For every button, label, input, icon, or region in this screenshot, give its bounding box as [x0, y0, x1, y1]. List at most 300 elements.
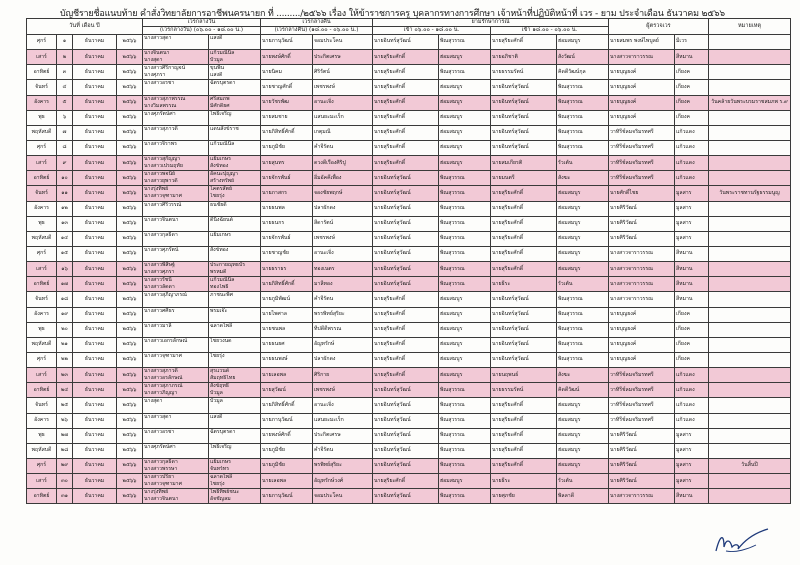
day-duty-firstname-line-2: นางสาวจินตนา: [144, 496, 179, 503]
duty-roster-table: [26, 18, 791, 504]
table-row: [27, 216, 791, 231]
row-date: ๒๗: [57, 428, 73, 443]
day-duty-firstname-line-2: [144, 360, 207, 367]
row-year: ๒๕๖๖: [117, 95, 143, 110]
inspector-name: วาทิรีช์ลมจริมรทศรี: [609, 171, 675, 186]
day-duty-lastname: [209, 277, 261, 292]
row-note: [709, 489, 791, 504]
night-duty-lastname: ทีปดีดีพรรณ: [313, 322, 373, 337]
day-duty-lastname-line-1: โคตรสัตย์: [210, 186, 232, 193]
day-duty-lastname-line-2: [210, 148, 259, 155]
row-note: [709, 352, 791, 367]
guard-night-firstname: นายสุริยะศักดิ์: [491, 216, 557, 231]
table-row: [27, 307, 791, 322]
row-date: ๒๙: [57, 458, 73, 473]
row-month: ธันวาคม: [73, 65, 117, 80]
day-duty-firstname: [143, 156, 209, 171]
day-duty-lastname-line-2: [210, 239, 259, 246]
row-note: [709, 80, 791, 95]
guard-day-lastname: ฮ่อมสมบูร: [439, 50, 491, 65]
row-date: ๒: [57, 50, 73, 65]
day-duty-lastname-line-2: [210, 405, 259, 412]
night-duty-lastname: คำจีรัตน: [313, 140, 373, 155]
table-row: [27, 398, 791, 413]
guard-day-firstname: นายอินทร์สุวัฒน์: [373, 186, 439, 201]
guard-night-lastname: สังวัฒน์: [557, 50, 609, 65]
day-duty-firstname-line-1: นางสาวปรียา: [144, 474, 175, 481]
table-row: [27, 110, 791, 125]
inspector-lastname: มูลสาร: [675, 428, 709, 443]
day-duty-firstname-line-2: นางสาวเปรมฤทัย: [144, 163, 183, 170]
table-row: [27, 201, 791, 216]
inspector-name: นางสาวจาราวรรณ: [609, 246, 675, 261]
night-duty-firstname: นายพงษ์ศักดิ์: [261, 50, 313, 65]
row-note: [709, 216, 791, 231]
day-duty-firstname-line-2: [144, 345, 207, 352]
day-duty-lastname: [209, 489, 261, 504]
day-duty-lastname-line-2: สัมฤทธิ์ไทย: [210, 375, 236, 382]
day-duty-firstname: [143, 216, 209, 231]
guard-night-firstname: นายธีระ: [491, 474, 557, 489]
row-day: อาทิตย์: [27, 277, 57, 292]
row-day: อาทิตย์: [27, 489, 57, 504]
night-duty-lastname: คำจีรัตน: [313, 443, 373, 458]
inspector-name: นายศิริวัฒน์: [609, 231, 675, 246]
table-row: [27, 80, 791, 95]
day-duty-firstname-line-1: นางสาวพจนีย์: [144, 171, 176, 178]
row-date: ๙: [57, 156, 73, 171]
row-year: ๒๕๖๖: [117, 171, 143, 186]
guard-day-firstname: นายสุริยะศักดิ์: [373, 474, 439, 489]
night-duty-lastname: อานะเจิ่ง: [313, 398, 373, 413]
row-year: ๒๕๖๖: [117, 65, 143, 80]
row-day: เสาร์: [27, 262, 57, 277]
row-month: ธันวาคม: [73, 125, 117, 140]
night-duty-firstname: นายภิสิทธิ์ศักดิ์: [261, 125, 313, 140]
guard-day-lastname: ฮ่อมสมบูร: [439, 95, 491, 110]
inspector-name: วาทิรีช์ลมจริมรทศรี: [609, 398, 675, 413]
guard-day-firstname: นายอินทร์สุวัฒน์: [373, 383, 439, 398]
day-duty-firstname-line-1: นางสาวสุภิญาภรณ์: [144, 292, 187, 299]
night-duty-firstname: นายธนกร: [261, 216, 313, 231]
day-duty-lastname: [209, 171, 261, 186]
day-duty-firstname: [143, 383, 209, 398]
day-duty-firstname-line-1: นางสาวอรชา: [144, 428, 175, 435]
day-duty-lastname-line-1: แก้วมณีนิล: [210, 50, 235, 57]
night-duty-firstname: นายภิสิทธิ์ศักดิ์: [261, 398, 313, 413]
day-duty-lastname-line-2: [210, 360, 259, 367]
day-duty-lastname: [209, 458, 261, 473]
night-duty-firstname: นายธนยศ: [261, 337, 313, 352]
inspector-name: นางสาวจาราวรรณ: [609, 292, 675, 307]
row-day: อาทิตย์: [27, 383, 57, 398]
row-year: ๒๕๖๖: [117, 277, 143, 292]
guard-night-lastname: ฮ่อมสมบูร: [557, 201, 609, 216]
row-month: ธันวาคม: [73, 428, 117, 443]
guard-day-lastname: พิณสุวรรณ: [439, 201, 491, 216]
row-date: ๔: [57, 80, 73, 95]
day-duty-lastname-line-1: ประกายญุทธบัร: [210, 262, 246, 269]
night-duty-lastname: อัญทรักษ์วงศ์: [313, 474, 373, 489]
inspector-name: นายศิริวัฒน์: [609, 458, 675, 473]
guard-night-lastname: ฮ่อมสมบูร: [557, 186, 609, 201]
day-duty-lastname: [209, 413, 261, 428]
day-duty-firstname: [143, 337, 209, 352]
night-duty-firstname: นายนิคม: [261, 65, 313, 80]
day-duty-lastname-line-1: ดีนิ่งฉัยนด์: [210, 216, 233, 223]
guard-night-firstname: นายอินทร์สุวัฒน์: [491, 322, 557, 337]
row-month: ธันวาคม: [73, 383, 117, 398]
day-duty-firstname-line-1: นางสาวสุดา: [144, 35, 172, 42]
row-date: ๓๐: [57, 474, 73, 489]
table-row: [27, 352, 791, 367]
guard-night-firstname: นายอินทร์สุวัฒน์: [491, 307, 557, 322]
day-duty-lastname-line-1: แย้มเกษร: [210, 156, 231, 163]
guard-day-firstname: นายอินทร์สุวัฒน์: [373, 277, 439, 292]
day-duty-lastname-line-2: มีศักดิ์ยศ: [210, 102, 230, 109]
table-row: [27, 171, 791, 186]
guard-night-lastname: สังฆะ: [557, 171, 609, 186]
guard-night-firstname: นายธีระ: [491, 277, 557, 292]
row-date: ๑๑: [57, 186, 73, 201]
day-duty-lastname: [209, 231, 261, 246]
day-duty-firstname-line-1: นางสาวสุภาพรรณ: [144, 95, 186, 102]
inspector-lastname: แก้วแดง: [675, 171, 709, 186]
row-month: ธันวาคม: [73, 292, 117, 307]
inspector-lastname: แก้วแดง: [675, 140, 709, 155]
night-duty-firstname: นายวัชรพัฒ: [261, 95, 313, 110]
day-duty-lastname-line-2: [210, 451, 259, 458]
row-year: ๒๕๖๖: [117, 398, 143, 413]
inspector-lastname: เกียงค: [675, 352, 709, 367]
day-duty-lastname: [209, 156, 261, 171]
night-duty-firstname: นายสุนทร: [261, 156, 313, 171]
guard-night-firstname: นายสุริยะศักดิ์: [491, 443, 557, 458]
table-row: [27, 428, 791, 443]
guard-night-lastname: พิณสุวรรณ: [557, 140, 609, 155]
row-year: ๒๕๖๖: [117, 186, 143, 201]
guard-day-lastname: ฮ่อมสมบูร: [439, 156, 491, 171]
row-month: ธันวาคม: [73, 277, 117, 292]
guard-day-lastname: ฮ่อมสมบูร: [439, 292, 491, 307]
row-date: ๒๘: [57, 443, 73, 458]
day-duty-firstname-line-1: นางสาวสุภาวดี: [144, 125, 178, 132]
night-duty-lastname: อัญทรักษ์: [313, 337, 373, 352]
row-day: พฤหัสบดี: [27, 125, 57, 140]
night-duty-lastname: มาลีทอง: [313, 277, 373, 292]
guard-night-firstname: นายอภิชาติ: [491, 50, 557, 65]
day-duty-firstname-line-1: นางสาวกุลธิดา: [144, 459, 178, 465]
row-date: ๒๕: [57, 398, 73, 413]
night-duty-lastname: เพชรพงษ์: [313, 80, 373, 95]
header-row-1: [27, 19, 791, 27]
day-duty-lastname-line-1: แดนสังข์ราช: [210, 125, 239, 132]
guard-day-lastname: ฮ่อมสมบูร: [439, 322, 491, 337]
guard-night-lastname: พิลลาดี: [557, 489, 609, 504]
table-row: [27, 156, 791, 171]
row-month: ธันวาคม: [73, 458, 117, 473]
row-note: [709, 262, 791, 277]
day-duty-lastname-line-2: แสงดี: [210, 72, 223, 79]
guard-night-lastname: พิณสุวรรณ: [557, 337, 609, 352]
row-month: ธันวาคม: [73, 307, 117, 322]
guard-night-firstname: นายสุริยะศักดิ์: [491, 231, 557, 246]
day-duty-lastname: [209, 307, 261, 322]
day-duty-firstname-line-2: [144, 87, 207, 94]
guard-day-lastname: ฮ่อมสมบูร: [439, 80, 491, 95]
row-year: ๒๕๖๖: [117, 428, 143, 443]
guard-day-lastname: พิณสุวรรณ: [439, 489, 491, 504]
day-duty-firstname: [143, 277, 209, 292]
row-month: ธันวาคม: [73, 171, 117, 186]
guard-night-lastname: พิณสุวรรณ: [557, 125, 609, 140]
day-duty-lastname: [209, 383, 261, 398]
night-duty-firstname: นายธนพล: [261, 201, 313, 216]
day-duty-lastname-line-2: จันทร์ทร: [210, 466, 229, 472]
day-duty-firstname-line-2: นางสาวภิญญา: [144, 390, 178, 397]
inspector-name: นายบุญยงค์: [609, 80, 675, 95]
night-duty-lastname: แสนยะมะเร็ก: [313, 110, 373, 125]
night-duty-lastname: อิ่มอัคคีเพื่อง: [313, 171, 373, 186]
inspector-name: นายบุญยงค์: [609, 337, 675, 352]
row-date: ๑๒: [57, 201, 73, 216]
header-guard: ยามรักษาการณ์: [373, 19, 609, 27]
guard-night-firstname: นายสุริยะศักดิ์: [491, 398, 557, 413]
day-duty-lastname-line-1: บัวมูล: [210, 398, 223, 405]
guard-night-firstname: นายสมเกียรติ: [491, 156, 557, 171]
inspector-name: นายบุญยงค์: [609, 352, 675, 367]
inspector-lastname: สีหมาน: [675, 246, 709, 261]
row-year: ๒๕๖๖: [117, 125, 143, 140]
day-duty-firstname: [143, 368, 209, 383]
inspector-lastname: มูลสาร: [675, 458, 709, 473]
day-duty-firstname-line-1: นางสาวศิริกาญจน์: [144, 65, 186, 72]
guard-day-lastname: ฮ่อมสมบูร: [439, 110, 491, 125]
guard-day-firstname: นายอินทร์สุวัฒน์: [373, 443, 439, 458]
day-duty-lastname-line-1: โพธิ์เจริญ: [210, 443, 232, 450]
day-duty-lastname: [209, 110, 261, 125]
row-note: [709, 398, 791, 413]
row-month: ธันวาคม: [73, 413, 117, 428]
day-duty-lastname: [209, 443, 261, 458]
row-day: พุธ: [27, 322, 57, 337]
row-year: ๒๕๖๖: [117, 156, 143, 171]
day-duty-firstname-line-1: นางสาวรัชนี: [144, 277, 172, 284]
row-day: ศุกร์: [27, 140, 57, 155]
row-month: ธันวาคม: [73, 140, 117, 155]
day-duty-firstname: [143, 50, 209, 65]
row-month: ธันวาคม: [73, 368, 117, 383]
guard-night-lastname: รัวเต้น: [557, 277, 609, 292]
day-duty-firstname-line-2: [144, 330, 207, 337]
row-note: [709, 277, 791, 292]
header-day-duty-time: (เวรกลางวัน) (๐๖.๐๐ - ๑๘.๐๐ น.): [143, 27, 261, 35]
night-duty-lastname: จองชัยพฤกษ์: [313, 186, 373, 201]
night-duty-lastname: อานะเจิ่ง: [313, 246, 373, 261]
day-duty-lastname: [209, 125, 261, 140]
guard-day-lastname: พิณสุวรรณ: [439, 413, 491, 428]
inspector-lastname: สีหมาน: [675, 277, 709, 292]
row-month: ธันวาคม: [73, 35, 117, 50]
day-duty-firstname-line-1: นางศุภรัตน์ศา: [144, 443, 176, 450]
row-day: พฤหัสบดี: [27, 337, 57, 352]
guard-day-firstname: นายอินทร์สุวัฒน์: [373, 398, 439, 413]
day-duty-firstname: [143, 413, 209, 428]
inspector-lastname: แก้วแดง: [675, 398, 709, 413]
inspector-lastname: แก้วแดง: [675, 368, 709, 383]
day-duty-firstname: [143, 458, 209, 473]
guard-day-firstname: นายสุริยะศักดิ์: [373, 140, 439, 155]
header-guard-day: เข้า ๐๖.๐๐ - ๑๘.๐๐ น.: [373, 27, 491, 35]
guard-night-firstname: นายอินทร์สุวัฒน์: [491, 95, 557, 110]
day-duty-firstname-line-1: นางสาวจินตนา: [144, 216, 179, 223]
guard-day-lastname: พิณสุวรรณ: [439, 65, 491, 80]
day-duty-lastname-line-1: ฉัตรบุตรดา: [210, 80, 236, 87]
day-duty-lastname-line-1: ศรีสมภพ: [210, 95, 230, 102]
night-duty-firstname: นายภาสกร: [261, 186, 313, 201]
night-duty-lastname: ปลาผักดง: [313, 352, 373, 367]
row-month: ธันวาคม: [73, 352, 117, 367]
night-duty-lastname: ดวงดีเรืองศิริปู: [313, 156, 373, 171]
day-duty-firstname: [143, 110, 209, 125]
row-note: [709, 428, 791, 443]
inspector-lastname: แก้วแดง: [675, 383, 709, 398]
night-duty-firstname: นายชนพล: [261, 322, 313, 337]
day-duty-firstname-line-1: นางสาวสุภาภรณ์: [144, 383, 183, 390]
guard-night-lastname: ฮ่อมสมบูร: [557, 428, 609, 443]
day-duty-lastname-line-1: ฉัตรบุตรดา: [210, 428, 236, 435]
day-duty-firstname: [143, 443, 209, 458]
day-duty-firstname-line-2: [144, 405, 207, 412]
row-day: อาทิตย์: [27, 65, 57, 80]
guard-day-firstname: นายสุริยะศักดิ์: [373, 156, 439, 171]
guard-night-lastname: ฮ่อมสมบูร: [557, 216, 609, 231]
inspector-name: นายศิริวัฒน์: [609, 201, 675, 216]
day-duty-lastname-line-1: ฉลาดไพลี: [210, 322, 233, 329]
row-note: [709, 171, 791, 186]
row-month: ธันวาคม: [73, 80, 117, 95]
guard-night-lastname: พิณสุวรรณ: [557, 292, 609, 307]
row-date: ๑๕: [57, 246, 73, 261]
day-duty-firstname: [143, 489, 209, 504]
night-duty-lastname: จอมประโคน: [313, 35, 373, 50]
day-duty-lastname-line-1: สังข์ฤทธิ์: [210, 383, 229, 390]
day-duty-firstname-line-2: [144, 133, 207, 140]
day-duty-firstname: [143, 474, 209, 489]
guard-day-lastname: พิณสุวรรณ: [439, 458, 491, 473]
day-duty-lastname-line-1: แก้วมณีนิล: [210, 277, 235, 284]
table-row: [27, 489, 791, 504]
guard-day-lastname: พิณสุวรรณ: [439, 383, 491, 398]
row-note: [709, 383, 791, 398]
row-month: ธันวาคม: [73, 246, 117, 261]
row-note: [709, 322, 791, 337]
guard-day-firstname: นายอินทร์สุวัฒน์: [373, 413, 439, 428]
row-note: [709, 443, 791, 458]
day-duty-firstname-line-2: [144, 118, 207, 125]
inspector-lastname: สีหมาน: [675, 262, 709, 277]
inspector-lastname: สีหมาน: [675, 292, 709, 307]
row-day: พฤหัสบดี: [27, 231, 57, 246]
document-title: บัญชีรายชื่อแนบท้าย คำสั่งวิทยาลัยการอาชีพนครนายก ที่ ........./๒๕๖๖ เรื่อง ให้ข้าราชการครู บุคลากรทางการศึกษา เจ้าหน้าที่ปฏิบัติหน้าที่ เวร - ยาม ประจำเดือน ธันวาคม ๒๕๖๖: [60, 9, 725, 19]
night-duty-firstname: นายภานุวัฒน์: [261, 489, 313, 504]
inspector-name: นายสมพร พงษ์ไพบูลย์: [609, 35, 675, 50]
row-month: ธันวาคม: [73, 443, 117, 458]
guard-night-lastname: ฮ่อมสมบูร: [557, 398, 609, 413]
guard-day-firstname: นายอินทร์สุวัฒน์: [373, 171, 439, 186]
night-duty-firstname: นายจักรพันธ์: [261, 231, 313, 246]
night-duty-firstname: นายภูมิชัย: [261, 458, 313, 473]
guard-night-firstname: นายสุริยะศักดิ์: [491, 35, 557, 50]
day-duty-firstname: [143, 186, 209, 201]
guard-day-lastname: ฮ่อมสมบูร: [439, 368, 491, 383]
guard-day-lastname: ฮ่อมสมบูร: [439, 140, 491, 155]
day-duty-firstname-line-1: นางสาวกุลธิดา: [144, 231, 178, 238]
guard-night-lastname: รัวเต้น: [557, 156, 609, 171]
day-duty-firstname-line-1: นางสาวอรชา: [144, 80, 175, 87]
day-duty-lastname-line-1: ฉลาดไพลี: [210, 474, 233, 481]
row-day: อาทิตย์: [27, 171, 57, 186]
row-note: [709, 413, 791, 428]
row-year: ๒๕๖๖: [117, 489, 143, 504]
day-duty-firstname-line-1: นางสาวสุดา: [144, 413, 172, 420]
day-duty-lastname-line-2: ไชยรุ่ง: [210, 193, 225, 200]
guard-day-firstname: นายสุริยะศักดิ์: [373, 307, 439, 322]
row-day: อังคาร: [27, 413, 57, 428]
day-duty-lastname-line-1: ขุนพิน: [210, 65, 225, 72]
night-duty-lastname: เพชรพงษ์: [313, 231, 373, 246]
day-duty-lastname-line-2: สังข์ทอง: [210, 163, 229, 170]
night-duty-firstname: นายสุวัฒน์: [261, 383, 313, 398]
day-duty-lastname: [209, 201, 261, 216]
day-duty-firstname: [143, 80, 209, 95]
row-day: พุธ: [27, 216, 57, 231]
night-duty-lastname: พรรพิทย์สุริยะ: [313, 307, 373, 322]
guard-night-firstname: นายอินทร์สุวัฒน์: [491, 292, 557, 307]
night-duty-firstname: นายภานุวัฒน์: [261, 413, 313, 428]
guard-night-firstname: นายสุริยะศักดิ์: [491, 413, 557, 428]
night-duty-firstname: นายจักรพันธ์: [261, 171, 313, 186]
row-day: จันทร์: [27, 292, 57, 307]
row-day: อังคาร: [27, 201, 57, 216]
table-row: [27, 443, 791, 458]
day-duty-lastname-line-2: [210, 42, 259, 49]
guard-night-firstname: นายธรรมรัตน์: [491, 65, 557, 80]
table-row: [27, 262, 791, 277]
day-duty-firstname-line-2: นางสาวจุฑามาศ: [144, 193, 182, 200]
guard-night-firstname: นายอินทร์สุวัฒน์: [491, 110, 557, 125]
row-year: ๒๕๖๖: [117, 292, 143, 307]
table-row: [27, 277, 791, 292]
day-duty-lastname-line-1: แย้มเกษร: [210, 231, 231, 238]
day-duty-lastname-line-2: [210, 254, 259, 261]
guard-day-lastname: พิณสุวรรณ: [439, 246, 491, 261]
guard-night-lastname: พิณสุวรรณ: [557, 110, 609, 125]
row-month: ธันวาคม: [73, 156, 117, 171]
header-date: วันที่ เดือน ปี: [27, 19, 143, 35]
guard-day-firstname: นายสุริยะศักดิ์: [373, 292, 439, 307]
day-duty-firstname-line-2: [144, 451, 207, 458]
night-duty-lastname: พรพิทย์สุริยะ: [313, 458, 373, 473]
guard-day-lastname: พิณสุวรรณ: [439, 231, 491, 246]
inspector-lastname: เกียงค: [675, 322, 709, 337]
inspector-lastname: เกียงค: [675, 65, 709, 80]
guard-day-lastname: ฮ่อมสมบูร: [439, 352, 491, 367]
row-day: ศุกร์: [27, 246, 57, 261]
inspector-lastname: มูลสาร: [675, 474, 709, 489]
row-date: ๑๖: [57, 262, 73, 277]
guard-day-lastname: พิณสุวรรณ: [439, 443, 491, 458]
